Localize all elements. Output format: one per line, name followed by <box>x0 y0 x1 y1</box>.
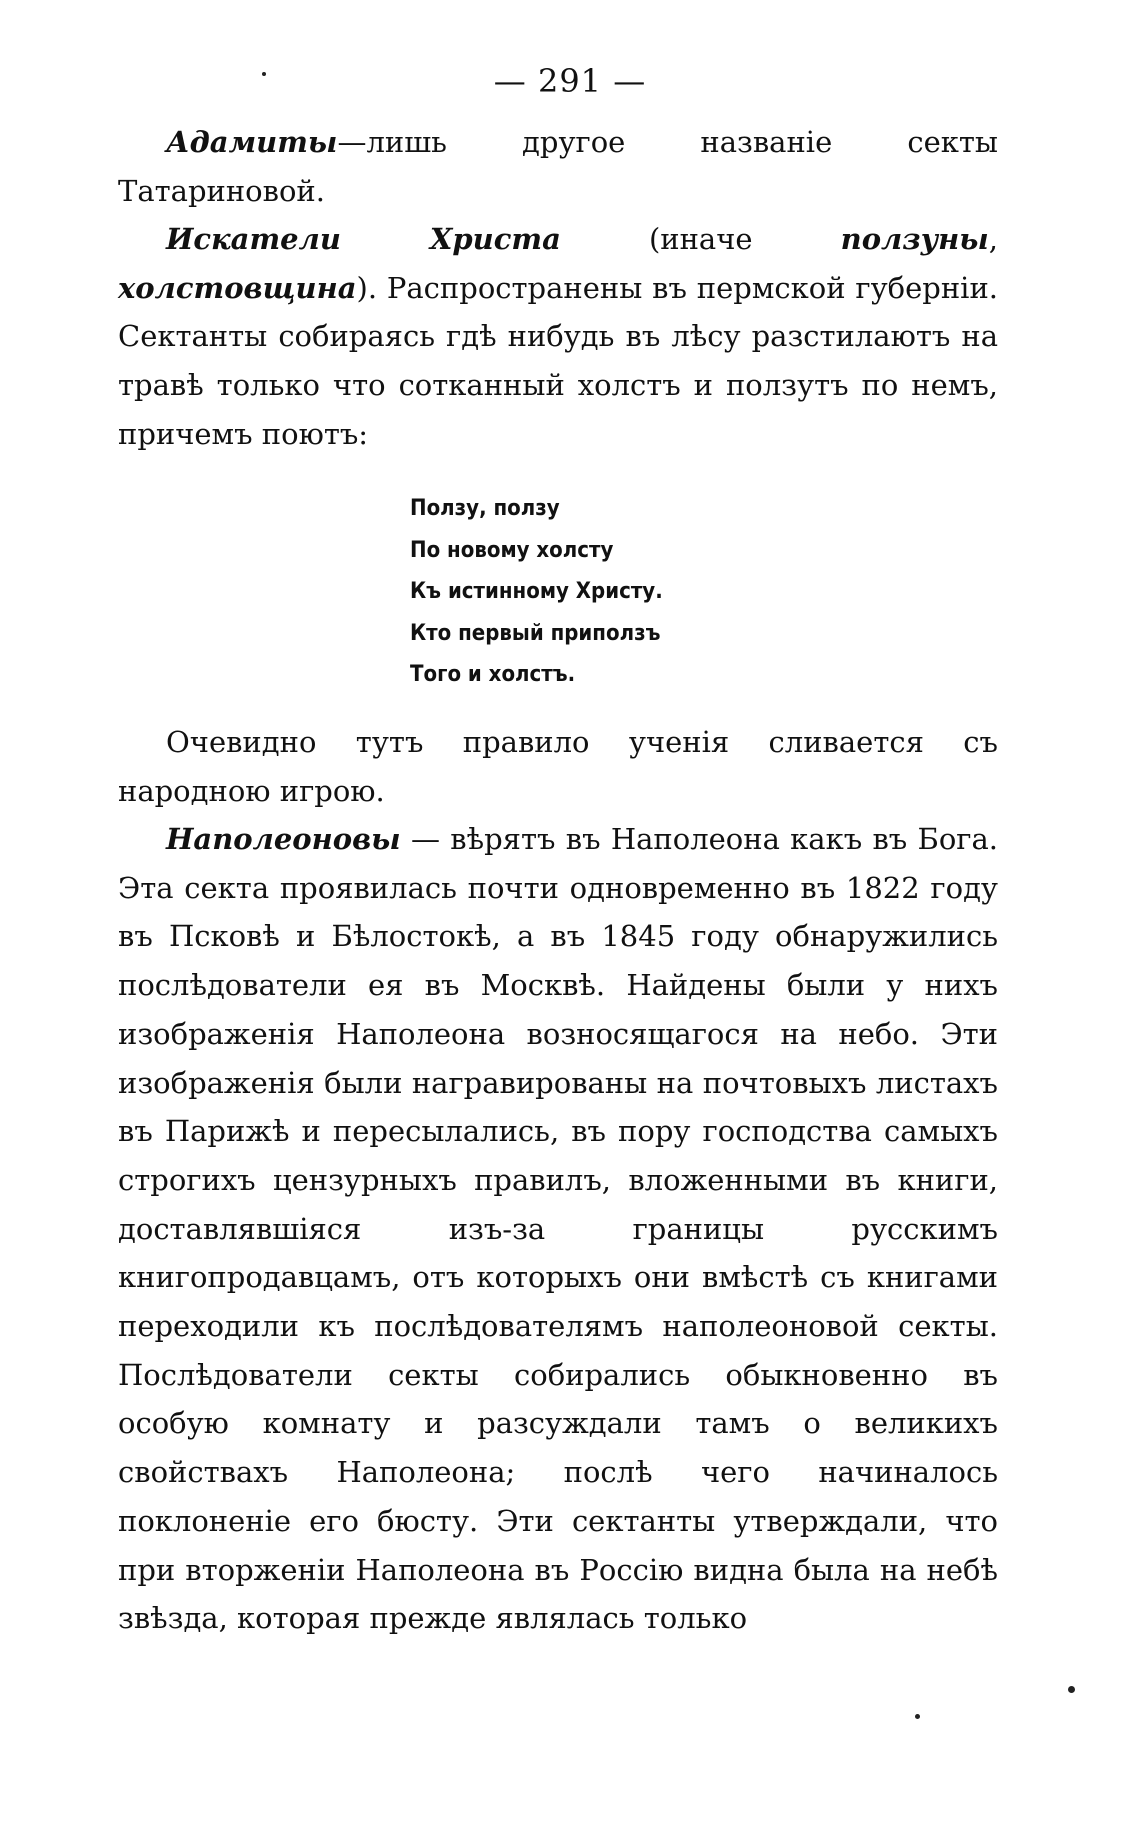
paragraph-adamites-text: —лишь другое названіе секты Татариновой. <box>118 125 998 208</box>
scan-speck <box>915 1714 920 1719</box>
term-adamites: Адамиты <box>166 125 338 159</box>
poem-line: Того и холстъ. <box>410 662 576 687</box>
term-napoleonists: Наполеоновы <box>166 822 401 856</box>
paragraph-adamites <box>118 118 998 215</box>
scan-speck <box>262 72 266 76</box>
alias-kholstovshchina: холстовщина <box>118 270 357 305</box>
poem-line: Къ истинному Христу. <box>410 579 663 604</box>
paragraph-seekers-text: ). Распространены въ пермской губерніи. Сектанты собираясь гдѣ нибудь въ лѣсу разстилаютъ на травѣ только что сотканный холстъ и ползутъ по немъ, причемъ поютъ: <box>118 270 998 451</box>
poem-block <box>410 488 663 696</box>
paragraph-napoleonists <box>118 815 998 1643</box>
paragraph-folk-game: Очевидно тутъ правило ученія сливается съ народною игрою. <box>118 725 998 808</box>
alias-polzuny: ползуны <box>840 222 989 256</box>
term-seekers-of-christ: Искатели Христа <box>166 222 561 256</box>
paragraph-napoleonists-text: — вѣрятъ въ Наполеона какъ въ Бога. Эта секта проявилась почти одновременно въ 1822 году въ Псковѣ и Бѣлостокѣ, а въ 1845 году обнаружились послѣдователи ея въ Москвѣ. Найдены были у нихъ изображенія Наполеона возносящагося на небо. Эти изображенія были награвированы на почтовыхъ листахъ въ Парижѣ и пересылались, въ пору господства самыхъ строгихъ цензурныхъ правилъ, вложенными въ книги, доставлявшіяся изъ-за границы русскимъ книгопродавцамъ, отъ которыхъ они вмѣстѣ съ книгами переходили къ послѣдователямъ наполеоновой секты. Послѣдователи секты собирались обыкновенно въ особую комнату и разсуждали тамъ о великихъ свойствахъ Наполеона; послѣ чего начиналось поклоненіе его бюсту. Эти сектанты утверждали, что при вторженіи Наполеона въ Россію видна была на небѣ звѣзда, которая прежде являлась только <box>118 822 998 1636</box>
poem-line: По новому холсту <box>410 537 614 563</box>
poem-line: Кто первый приползъ <box>410 620 661 646</box>
scan-speck <box>1068 1686 1075 1693</box>
poem-line: Ползу, ползу <box>410 496 560 521</box>
paragraph-seekers-of-christ: Искатели Христа (иначе ползуны, холстовщина). Распространены въ пермской губерніи. Сектанты собираясь гдѣ нибудь въ лѣсу разстилаютъ на травѣ только что сотканный холстъ и ползутъ по немъ, причемъ поютъ: <box>118 222 998 451</box>
page-number: — 291 — <box>493 62 647 100</box>
